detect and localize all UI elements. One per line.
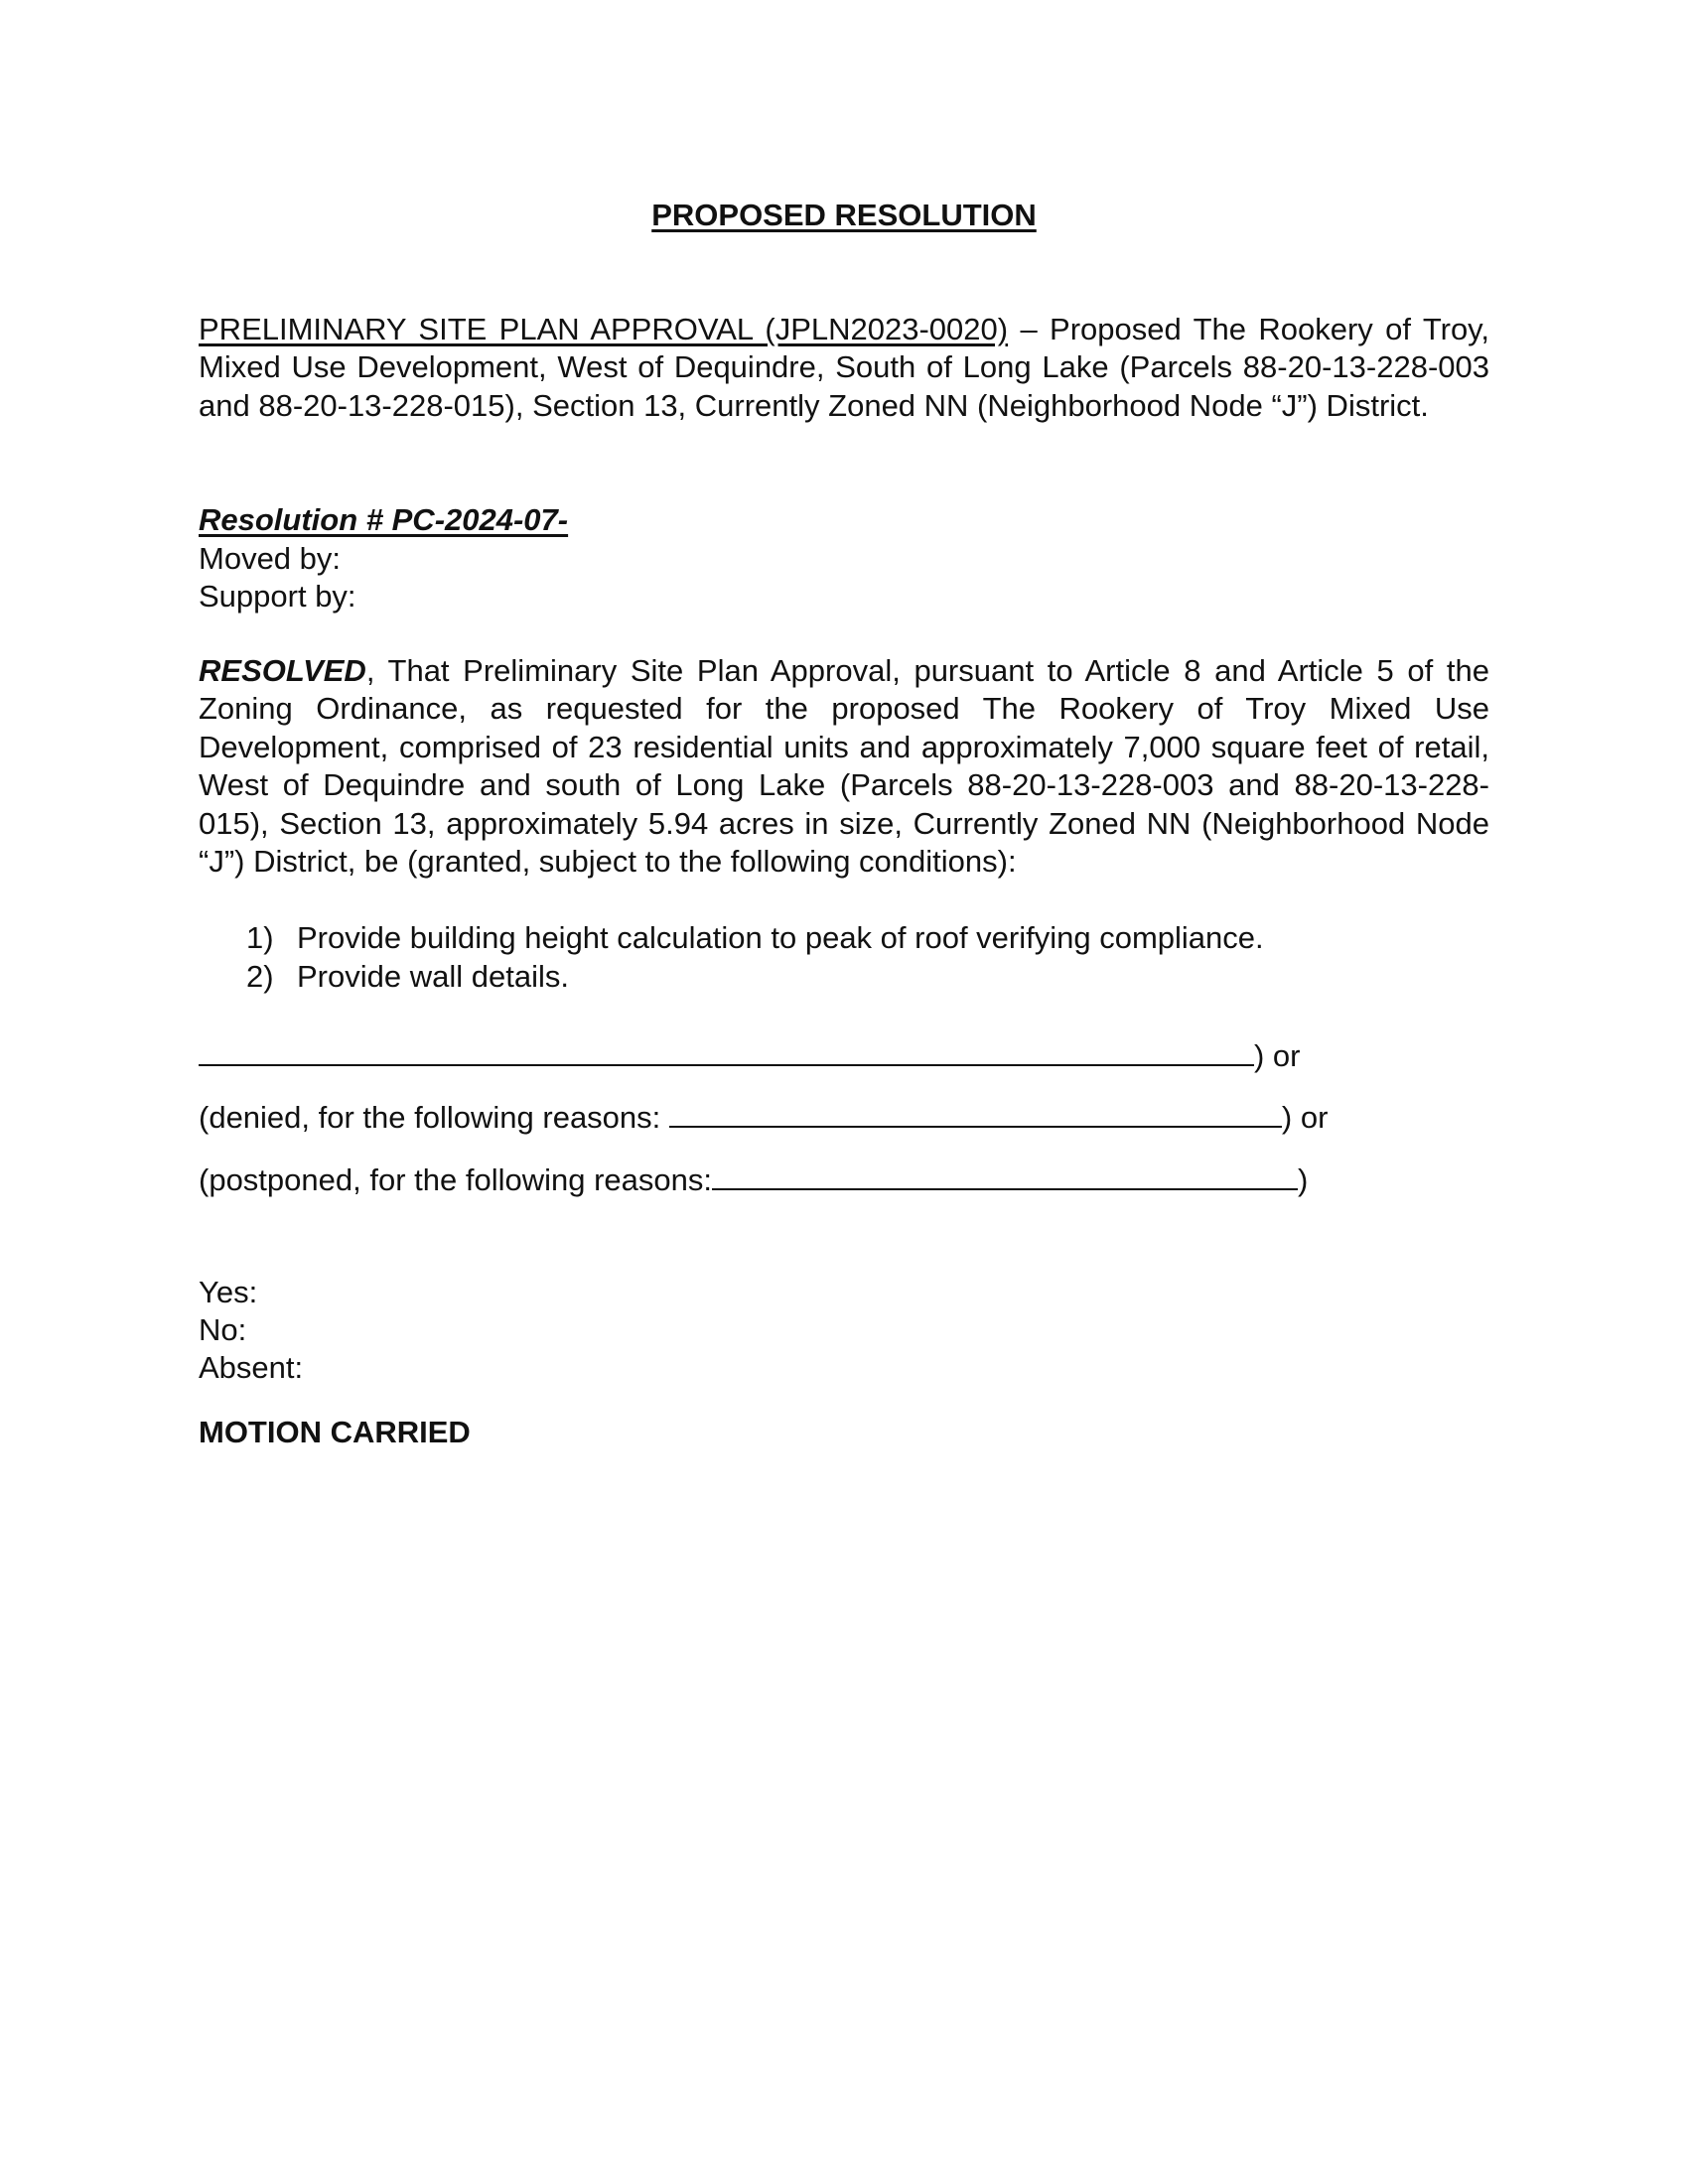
condition-text: Provide building height calculation to peak of roof verifying compliance. <box>297 920 1264 955</box>
denied-blank-line <box>669 1096 1282 1128</box>
granted-line <box>199 1034 1301 1075</box>
condition-number: 2) <box>246 958 274 994</box>
moved-by-label: Moved by: <box>199 541 342 576</box>
list-item <box>246 958 1264 997</box>
resolved-paragraph <box>199 652 1489 881</box>
title-text: PROPOSED RESOLUTION <box>651 198 1037 232</box>
conditions-list <box>246 919 1264 996</box>
postponed-suffix: ) <box>1297 1162 1309 1197</box>
denied-line <box>199 1096 1328 1137</box>
condition-number: 1) <box>246 920 274 955</box>
granted-suffix: ) or <box>1254 1038 1301 1073</box>
vote-no-label: No: <box>199 1312 247 1347</box>
resolved-lead: RESOLVED <box>199 653 366 688</box>
support-by-label: Support by: <box>199 579 356 614</box>
condition-text: Provide wall details. <box>297 958 569 994</box>
intro-paragraph <box>199 311 1489 425</box>
vote-yes-label: Yes: <box>199 1275 258 1309</box>
postponed-blank-line <box>712 1159 1298 1190</box>
intro-heading: PRELIMINARY SITE PLAN APPROVAL (JPLN2023-0020) <box>199 312 1009 346</box>
list-item <box>246 919 1264 958</box>
page-title <box>199 196 1489 235</box>
motion-carried: MOTION CARRIED <box>199 1415 471 1449</box>
resolution-number: Resolution # PC-2024-07- <box>199 502 569 537</box>
vote-absent-label: Absent: <box>199 1350 304 1385</box>
postponed-line <box>199 1159 1308 1199</box>
denied-suffix: ) or <box>1281 1100 1329 1135</box>
resolved-text: , That Preliminary Site Plan Approval, pursuant to Article 8 and Article 5 of the Zoning Ordinance, as requested for the proposed The Rookery of Troy Mixed Use Development, comprised of 23 residential units and approximately 7,000 square feet of retail, West of Dequindre and south of Long Lake (Parcels 88-20-13-228-003 and 88-20-13-228-015), Section 13, approximately 5.94 acres in size, Currently Zoned NN (Neighborhood Node “J”) District, be (granted, subject to the following conditions): <box>199 653 1489 880</box>
postponed-label: (postponed, for the following reasons: <box>199 1162 712 1197</box>
granted-blank-line <box>199 1034 1254 1066</box>
intro-text: – Proposed The Rookery of Troy, Mixed Use Development, West of Dequindre, South of Long Lake (Parcels 88-20-13-228-003 and 88-20-13-228-015), Section 13, Currently Zoned NN (Neighborhood Node “J”) District. <box>199 312 1489 423</box>
denied-label: (denied, for the following reasons: <box>199 1100 669 1135</box>
